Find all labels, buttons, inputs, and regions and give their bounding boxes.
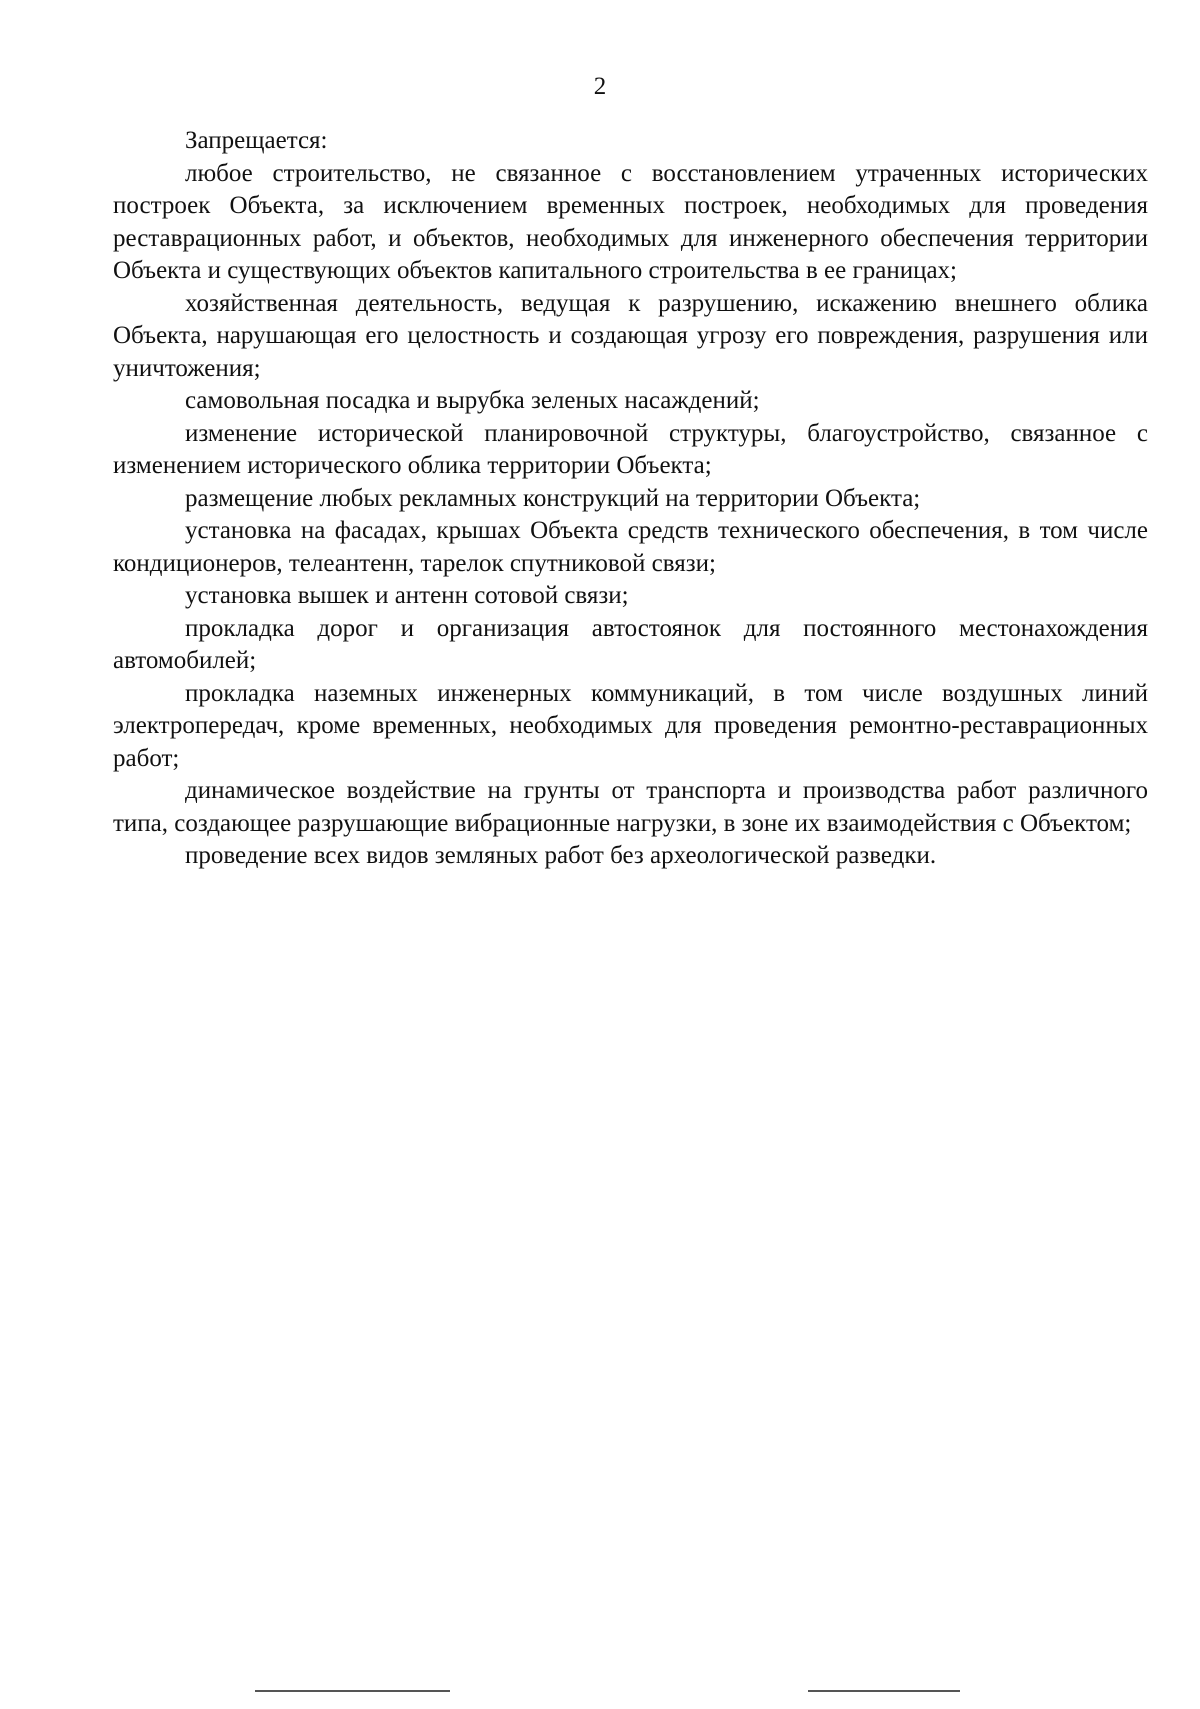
prohibition-item-2: хозяйственная деятельность, ведущая к разрушению, искажению внешнего облика Объекта, нарушающая его целостность и создающая угрозу его повреждения, разрушения или уничтожения; [113,289,1148,382]
section-heading: Запрещается: [185,127,328,154]
prohibition-item-10: динамическое воздействие на грунты от транспорта и производства работ различного типа, создающее разрушающие вибрационные нагрузки, в зоне их взаимодействия с Объектом; [113,777,1148,837]
page-number: 2 [593,73,607,100]
prohibition-item-4: изменение исторической планировочной структуры, благоустройство, связанное с изменением исторического облика территории Объекта; [113,419,1148,479]
prohibition-item-11: проведение всех видов земляных работ без археологической разведки. [185,842,937,869]
prohibition-item-5: размещение любых рекламных конструкций на территории Объекта; [185,484,921,512]
document-body [113,125,1148,873]
footer-rule-left [255,1690,450,1692]
prohibition-item-3: самовольная посадка и вырубка зеленых насаждений; [185,387,760,414]
prohibition-item-7: установка вышек и антенн сотовой связи; [185,582,629,609]
prohibition-item-9: прокладка наземных инженерных коммуникаций, в том числе воздушных линий электропередач, кроме временных, необходимых для проведения ремонтно-реставрационных работ; [113,679,1148,772]
prohibition-item-1: любое строительство, не связанное с восстановлением утраченных исторических построек Объекта, за исключением временных построек, необходимых для проведения реставрационных работ, и объектов, необходимых для инженерного обеспечения территории Объекта и существующих объектов капитального строительства в ее границах; [113,159,1148,284]
footer-rule-right [808,1690,960,1692]
prohibition-item-6: установка на фасадах, крышах Объекта средств технического обеспечения, в том числе кондиционеров, телеантенн, тарелок спутниковой связи; [113,517,1148,577]
prohibition-item-8: прокладка дорог и организация автостоянок для постоянного местонахождения автомобилей; [113,614,1148,674]
